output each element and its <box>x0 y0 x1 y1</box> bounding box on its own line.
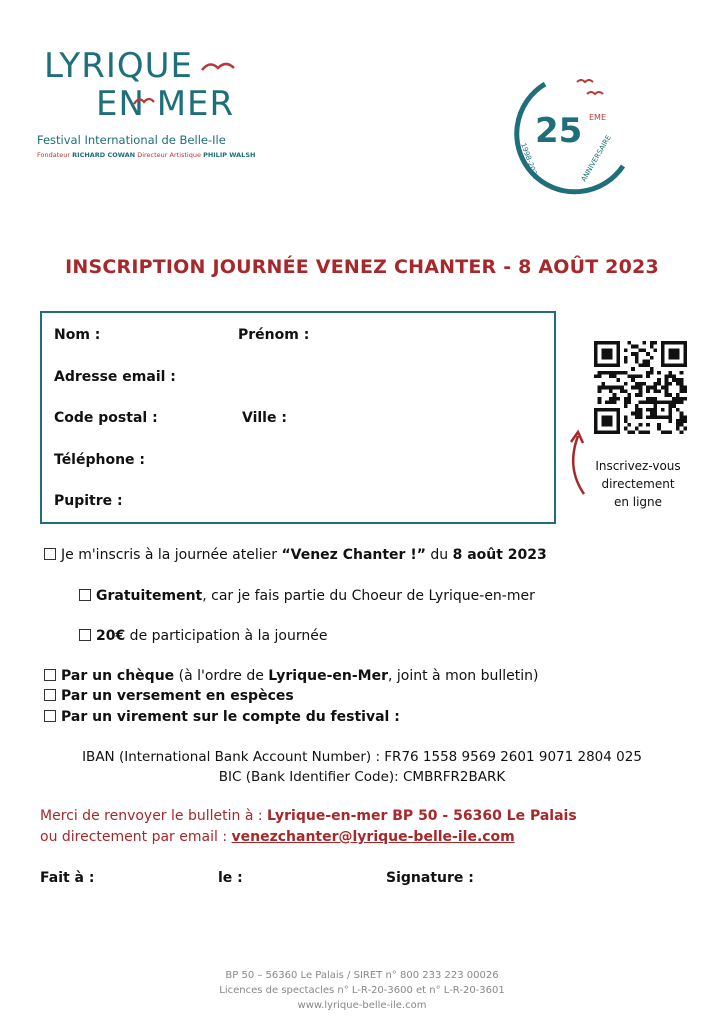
badge-number: 25 <box>535 111 583 151</box>
field-ville[interactable]: Ville : <box>242 410 287 426</box>
option-payant: 20€ de participation à la journée <box>79 628 327 644</box>
checkbox-payant[interactable] <box>79 629 91 641</box>
field-fait-a[interactable]: Fait à : <box>40 870 95 886</box>
field-nom[interactable]: Nom : <box>54 327 101 343</box>
registration-form-box <box>40 311 556 524</box>
return-address: Merci de renvoyer le bulletin à : Lyrique-en-mer BP 50 - 56360 Le Palais <box>40 808 577 824</box>
checkbox-inscription[interactable] <box>44 548 56 560</box>
qr-caption: Inscrivez-vous directement en ligne <box>595 459 681 509</box>
field-prenom[interactable]: Prénom : <box>238 327 310 343</box>
checkbox-virement[interactable] <box>44 710 56 722</box>
badge-years: 1998-2023 <box>519 141 540 181</box>
logo-line-2: EN MER <box>96 84 235 124</box>
seagull-icon <box>200 58 236 80</box>
option-inscription: Je m'inscris à la journée atelier “Venez Chanter !” du 8 août 2023 <box>44 547 547 563</box>
seagull-icon <box>132 94 156 110</box>
option-cheque: Par un chèque (à l'ordre de Lyrique-en-Mer, joint à mon bulletin) <box>44 668 538 684</box>
logo-subtitle: Festival International de Belle-Ile <box>37 133 226 147</box>
badge-suffix: EME <box>589 113 607 122</box>
field-email[interactable]: Adresse email : <box>54 369 176 385</box>
footer-website[interactable]: www.lyrique-belle-ile.com <box>297 1000 427 1011</box>
option-virement: Par un virement sur le compte du festival : <box>44 709 400 725</box>
field-telephone[interactable]: Téléphone : <box>54 452 146 468</box>
option-especes: Par un versement en espèces <box>44 688 294 704</box>
page-title: INSCRIPTION JOURNÉE VENEZ CHANTER - 8 AOÛT 2023 <box>65 256 659 278</box>
checkbox-gratuit[interactable] <box>79 589 91 601</box>
checkbox-cheque[interactable] <box>44 669 56 681</box>
field-date[interactable]: le : <box>218 870 243 886</box>
footer-licences: Licences de spectacles n° L-R-20-3600 et n° L-R-20-3601 <box>219 985 505 996</box>
logo-founders: Fondateur RICHARD COWAN Directeur Artistique PHILIP WALSH <box>37 151 256 159</box>
bank-bic: BIC (Bank Identifier Code): CMBRFR2BARK <box>218 769 506 785</box>
qr-code-icon[interactable] <box>594 341 687 434</box>
bank-iban: IBAN (International Bank Account Number) : FR76 1558 9569 2601 9071 2804 025 <box>82 749 642 765</box>
return-email-line: ou directement par email : venezchanter@lyrique-belle-ile.com <box>40 829 515 845</box>
logo-line-1: LYRIQUE <box>44 46 193 86</box>
badge-label: ANNIVERSAIRE <box>579 133 613 183</box>
field-pupitre[interactable]: Pupitre : <box>54 493 123 509</box>
checkbox-especes[interactable] <box>44 689 56 701</box>
field-code-postal[interactable]: Code postal : <box>54 410 158 426</box>
email-link[interactable]: venezchanter@lyrique-belle-ile.com <box>231 829 515 845</box>
field-signature[interactable]: Signature : <box>386 870 474 886</box>
anniversary-badge <box>505 74 635 204</box>
footer-address: BP 50 – 56360 Le Palais / SIRET n° 800 233 223 00026 <box>225 970 499 981</box>
option-gratuit: Gratuitement, car je fais partie du Choeur de Lyrique-en-mer <box>79 588 535 604</box>
